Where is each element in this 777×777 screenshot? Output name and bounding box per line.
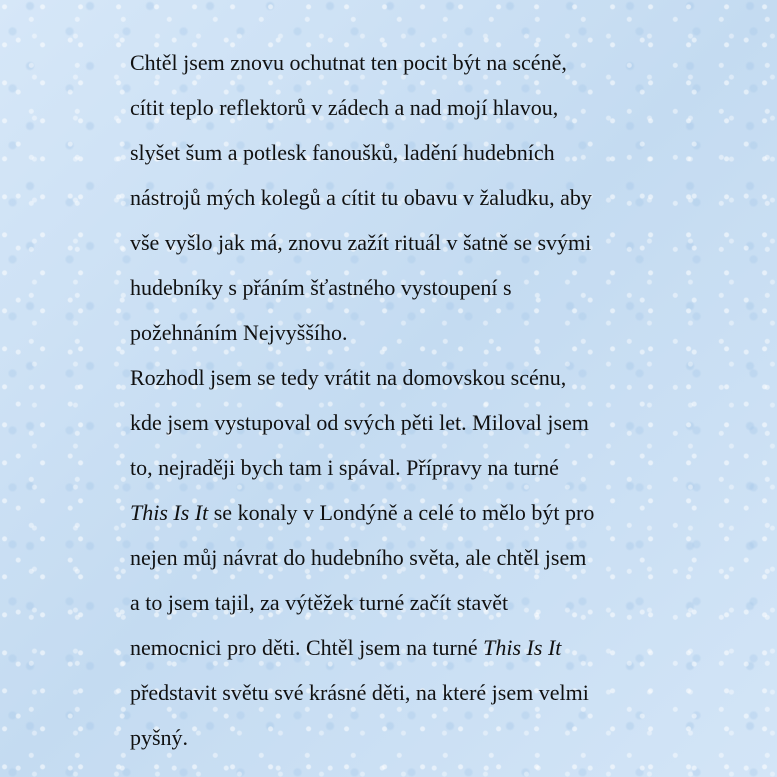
- text-line: [130, 625, 730, 670]
- document-page: [130, 40, 730, 760]
- text-line: nástrojů mých kolegů a cítit tu obavu v žaludku, aby: [130, 185, 592, 210]
- text-line: kde jsem vystupoval od svých pěti let. Miloval jsem: [130, 410, 589, 435]
- text-fragment: se konaly v Londýně a celé to mělo být pro: [208, 500, 595, 525]
- text-line: nejen můj návrat do hudebního světa, ale chtěl jsem: [130, 545, 587, 570]
- text-line: a to jsem tajil, za výtěžek turné začít stavět: [130, 590, 509, 615]
- text-line: pyšný.: [130, 725, 189, 750]
- paragraph-2: [130, 355, 730, 760]
- text-line: vše vyšlo jak má, znovu zažít rituál v šatně se svými: [130, 230, 592, 255]
- text-line: slyšet šum a potlesk fanoušků, ladění hudebních: [130, 140, 555, 165]
- text-line: představit světu své krásné děti, na které jsem velmi: [130, 680, 589, 705]
- text-line: to, nejraději bych tam i spával. Přípravy na turné: [130, 455, 559, 480]
- tour-title: This Is It: [483, 635, 562, 660]
- paragraph-1: [130, 40, 730, 355]
- text-line: Chtěl jsem znovu ochutnat ten pocit být na scéně,: [130, 50, 567, 75]
- text-line: hudebníky s přáním šťastného vystoupení s: [130, 275, 512, 300]
- text-line: Rozhodl jsem se tedy vrátit na domovskou scénu,: [130, 365, 567, 390]
- text-line: požehnáním Nejvyššího.: [130, 320, 348, 345]
- tour-title: This Is It: [130, 500, 209, 525]
- text-fragment: nemocnici pro děti. Chtěl jsem na turné: [130, 635, 484, 660]
- text-line: [130, 490, 730, 535]
- text-line: cítit teplo reflektorů v zádech a nad mojí hlavou,: [130, 95, 559, 120]
